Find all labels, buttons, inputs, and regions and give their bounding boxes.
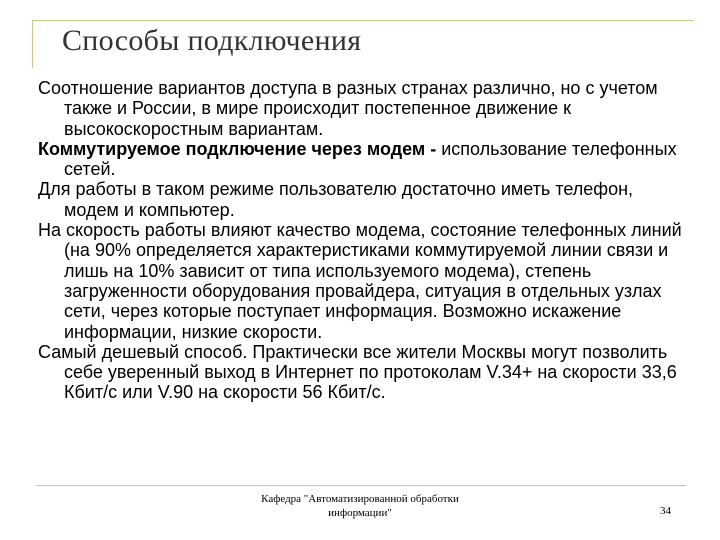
dialup-description: использование телефонных сетей. bbox=[64, 138, 677, 180]
slide-title: Способы подключения bbox=[62, 24, 362, 57]
paragraph-dialup-definition bbox=[38, 139, 690, 180]
footer-line-1: Кафедра "Автоматизированной обработки bbox=[261, 493, 459, 505]
paragraph-requirements: Для работы в таком режиме пользователю достаточно иметь телефон, модем и компьютер. bbox=[38, 179, 634, 220]
page-number: 34 bbox=[660, 505, 671, 517]
paragraph-speed-factors: На скорость работы влияют качество модема, состояние телефонных линий (на 90% определяется характеристиками коммутируемой линии связи и лишь на 10% зависит от типа используемого модема), степень загруженности оборудования провайдера, ситуация в отдельных узлах сети, через которые поступает информация. Возможно искажение информации, низкие скорости. bbox=[38, 220, 682, 342]
footer-divider bbox=[36, 485, 686, 486]
footer-department bbox=[230, 492, 490, 520]
title-frame-top-line bbox=[32, 20, 694, 21]
paragraph-intro: Соотношение вариантов доступа в разных странах различно, но с учетом также и России, в мире происходит постепенное движение к высокоскоростным вариантам. bbox=[38, 78, 658, 139]
dialup-term: Коммутируемое подключение через модем - bbox=[38, 138, 437, 159]
slide-body bbox=[38, 78, 690, 403]
paragraph-cost: Самый дешевый способ. Практически все жители Москвы могут позволить себе уверенный выход в Интернет по протоколам V.34+ на скорости 33,6 Кбит/с или V.90 на скорости 56 Кбит/с. bbox=[38, 341, 677, 403]
footer-line-2: информации" bbox=[328, 507, 392, 519]
title-frame-left-line bbox=[32, 20, 33, 68]
